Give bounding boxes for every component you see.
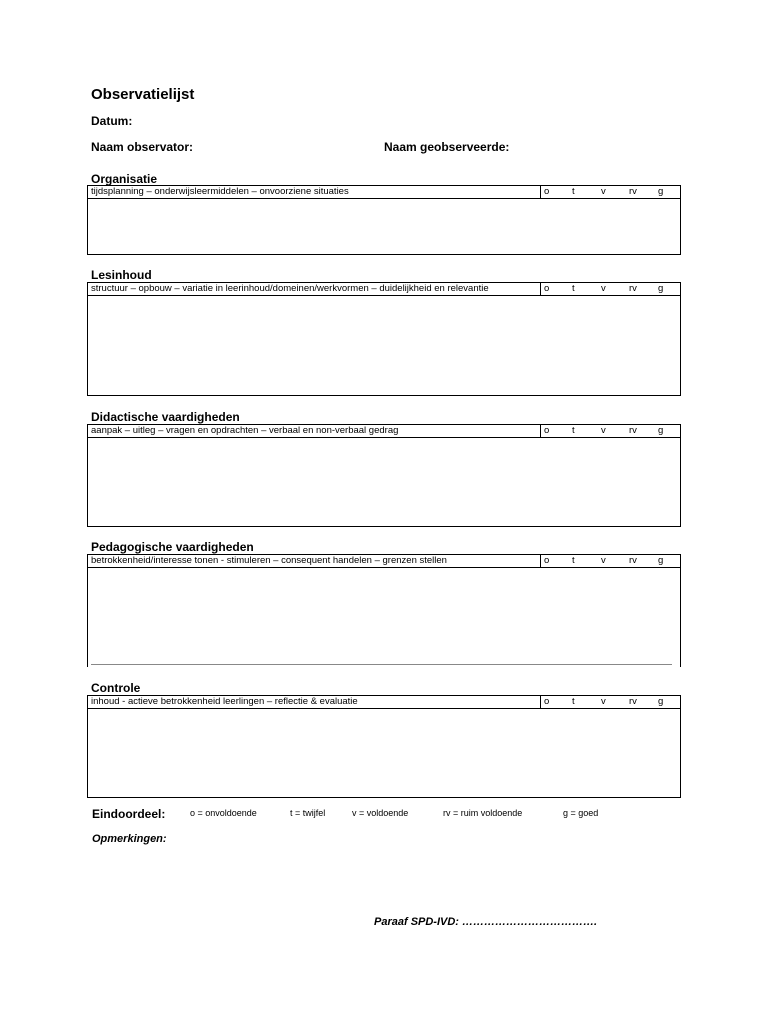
- rating-o[interactable]: o: [544, 186, 550, 197]
- criteria-text: aanpak – uitleg – vragen en opdrachten – verbaal en non-verbaal gedrag: [91, 425, 399, 436]
- legend-goed: g = goed: [563, 808, 599, 818]
- section-title-organisatie: Organisatie: [91, 172, 158, 186]
- rating-scale: [540, 425, 682, 437]
- rating-o[interactable]: o: [544, 425, 550, 436]
- rating-rv[interactable]: rv: [629, 696, 637, 707]
- criteria-text: structuur – opbouw – variatie in leerinhoud/domeinen/werkvormen – duidelijkheid en relevantie: [91, 283, 489, 294]
- rating-t[interactable]: t: [572, 425, 575, 436]
- rating-v[interactable]: v: [601, 425, 606, 436]
- rating-g[interactable]: g: [658, 696, 664, 707]
- section-box-lesinhoud: [87, 282, 681, 396]
- paraaf-signature-line: Paraaf SPD-IVD: ……………………………….: [374, 916, 598, 928]
- rating-g[interactable]: g: [658, 555, 664, 566]
- legend-voldoende: v = voldoende: [352, 808, 409, 818]
- rating-rv[interactable]: rv: [629, 186, 637, 197]
- section-title-pedagogische-vaardigheden: Pedagogische vaardigheden: [91, 540, 254, 554]
- rating-scale: [540, 283, 682, 295]
- observator-label: Naam observator:: [91, 140, 194, 154]
- legend-twijfel: t = twijfel: [290, 808, 326, 818]
- criteria-header: [88, 425, 680, 438]
- rating-rv[interactable]: rv: [629, 425, 637, 436]
- legend-onvoldoende: o = onvoldoende: [190, 808, 257, 818]
- criteria-text: inhoud - actieve betrokkenheid leerlingen – reflectie & evaluatie: [91, 696, 358, 707]
- section-title-didactische-vaardigheden: Didactische vaardigheden: [91, 410, 240, 424]
- geobserveerde-label: Naam geobserveerde:: [384, 140, 510, 154]
- rating-scale: [540, 186, 682, 198]
- rating-v[interactable]: v: [601, 283, 606, 294]
- rating-v[interactable]: v: [601, 186, 606, 197]
- section-box-organisatie: [87, 185, 681, 255]
- rating-g[interactable]: g: [658, 186, 664, 197]
- rating-rv[interactable]: rv: [629, 555, 637, 566]
- rating-g[interactable]: g: [658, 425, 664, 436]
- criteria-text: betrokkenheid/interesse tonen - stimuleren – consequent handelen – grenzen stellen: [91, 555, 447, 566]
- divider-line: [91, 664, 672, 665]
- rating-v[interactable]: v: [601, 696, 606, 707]
- section-title-lesinhoud: Lesinhoud: [91, 268, 152, 282]
- rating-v[interactable]: v: [601, 555, 606, 566]
- rating-scale: [540, 555, 682, 567]
- rating-t[interactable]: t: [572, 696, 575, 707]
- criteria-header: [88, 555, 680, 568]
- rating-t[interactable]: t: [572, 283, 575, 294]
- criteria-header: [88, 186, 680, 199]
- rating-g[interactable]: g: [658, 283, 664, 294]
- criteria-header: [88, 283, 680, 296]
- criteria-header: [88, 696, 680, 709]
- section-title-controle: Controle: [91, 681, 141, 695]
- opmerkingen-label: Opmerkingen:: [92, 833, 167, 845]
- rating-rv[interactable]: rv: [629, 283, 637, 294]
- page-title: Observatielijst: [91, 86, 195, 103]
- rating-o[interactable]: o: [544, 696, 550, 707]
- rating-o[interactable]: o: [544, 283, 550, 294]
- eindoordeel-label: Eindoordeel:: [92, 807, 166, 821]
- rating-o[interactable]: o: [544, 555, 550, 566]
- section-box-controle: [87, 695, 681, 798]
- legend-ruim-voldoende: rv = ruim voldoende: [443, 808, 523, 818]
- datum-label: Datum:: [91, 114, 133, 128]
- section-box-didactische-vaardigheden: [87, 424, 681, 527]
- rating-t[interactable]: t: [572, 555, 575, 566]
- rating-t[interactable]: t: [572, 186, 575, 197]
- section-box-pedagogische-vaardigheden: [87, 554, 681, 667]
- criteria-text: tijdsplanning – onderwijsleermiddelen – onvoorziene situaties: [91, 186, 349, 197]
- rating-scale: [540, 696, 682, 708]
